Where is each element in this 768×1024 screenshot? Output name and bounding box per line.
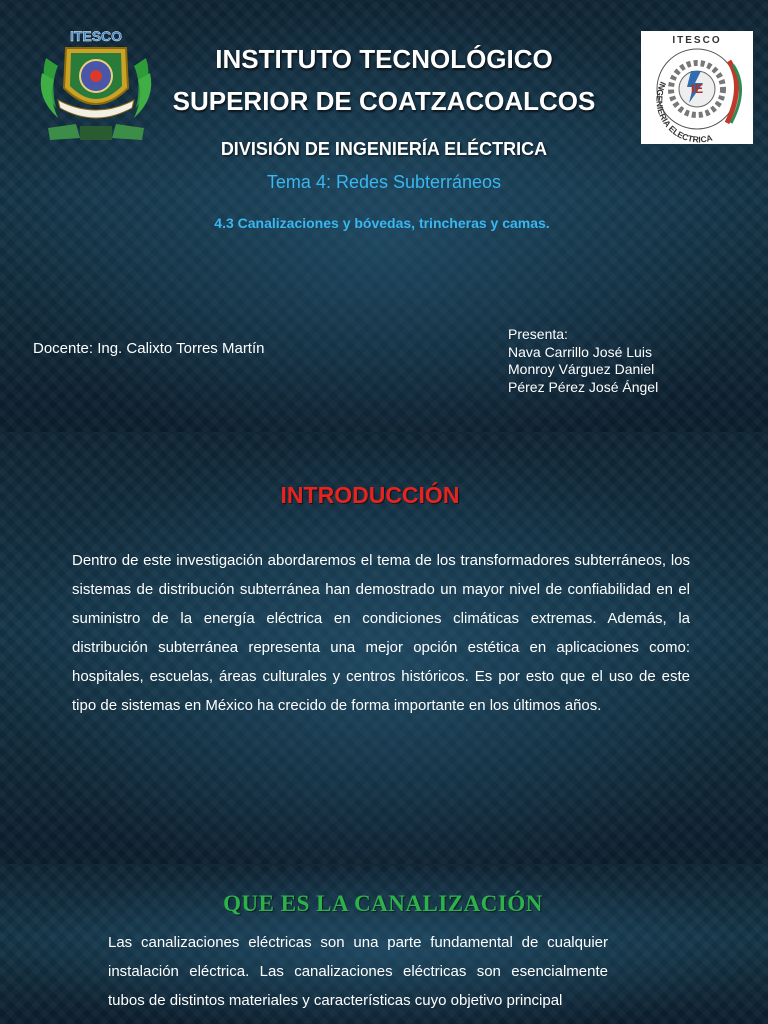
presenters-block [508,326,658,396]
canalizacion-body: Las canalizaciones eléctricas son una parte fundamental de cualquier instalación eléctrica. Las canalizaciones eléctricas son esencialmente tubos de distintos materiales y características cuyo objetivo principal [108,934,608,1009]
title-slide [0,0,768,432]
introduction-title: INTRODUCCIÓN [280,482,460,508]
institute-title-line1: INSTITUTO TECNOLÓGICO [215,44,553,74]
presents-label: Presenta: [508,326,568,342]
svg-text:INGENIERIA ELECTRICA: INGENIERIA ELECTRICA [654,80,714,144]
svg-text:ITESCO: ITESCO [672,35,722,46]
teacher-name: Docente: Ing. Calixto Torres Martín [33,340,265,357]
canalizacion-title: QUE ES LA CANALIZACIÓN [223,891,543,916]
student-name: Pérez Pérez José Ángel [508,378,659,395]
canalizacion-slide [0,864,768,1024]
student-name: Monroy Várguez Daniel [508,361,655,377]
topic-title: Tema 4: Redes Subterráneos [266,172,502,192]
introduction-slide [0,432,768,864]
subtopic-title: 4.3 Canalizaciones y bóvedas, trincheras y camas. [214,215,550,231]
student-name: Nava Carrillo José Luis [508,343,652,360]
division-title: DIVISIÓN DE INGENIERÍA ELÉCTRICA [220,139,548,159]
svg-text:ITESCO: ITESCO [69,28,123,44]
introduction-body: Dentro de este investigación abordaremos el tema de los transformadores subterráneos, los sistemas de distribución subterránea han demostrado un mayor nivel de confiabilidad en el suministro de la energía eléctrica en condiciones climáticas extremas. Además, la distribución subterránea representa una mejor opción estética en aplicaciones como: hospitales, escuelas, áreas culturales y centros históricos. Es por esto que el uso de este tipo de sistemas en México ha crecido de forma importante en los últimos años. [72,552,690,714]
institute-title-line2: SUPERIOR DE COATZACOALCOS [172,86,596,116]
svg-text:IE: IE [690,81,704,96]
